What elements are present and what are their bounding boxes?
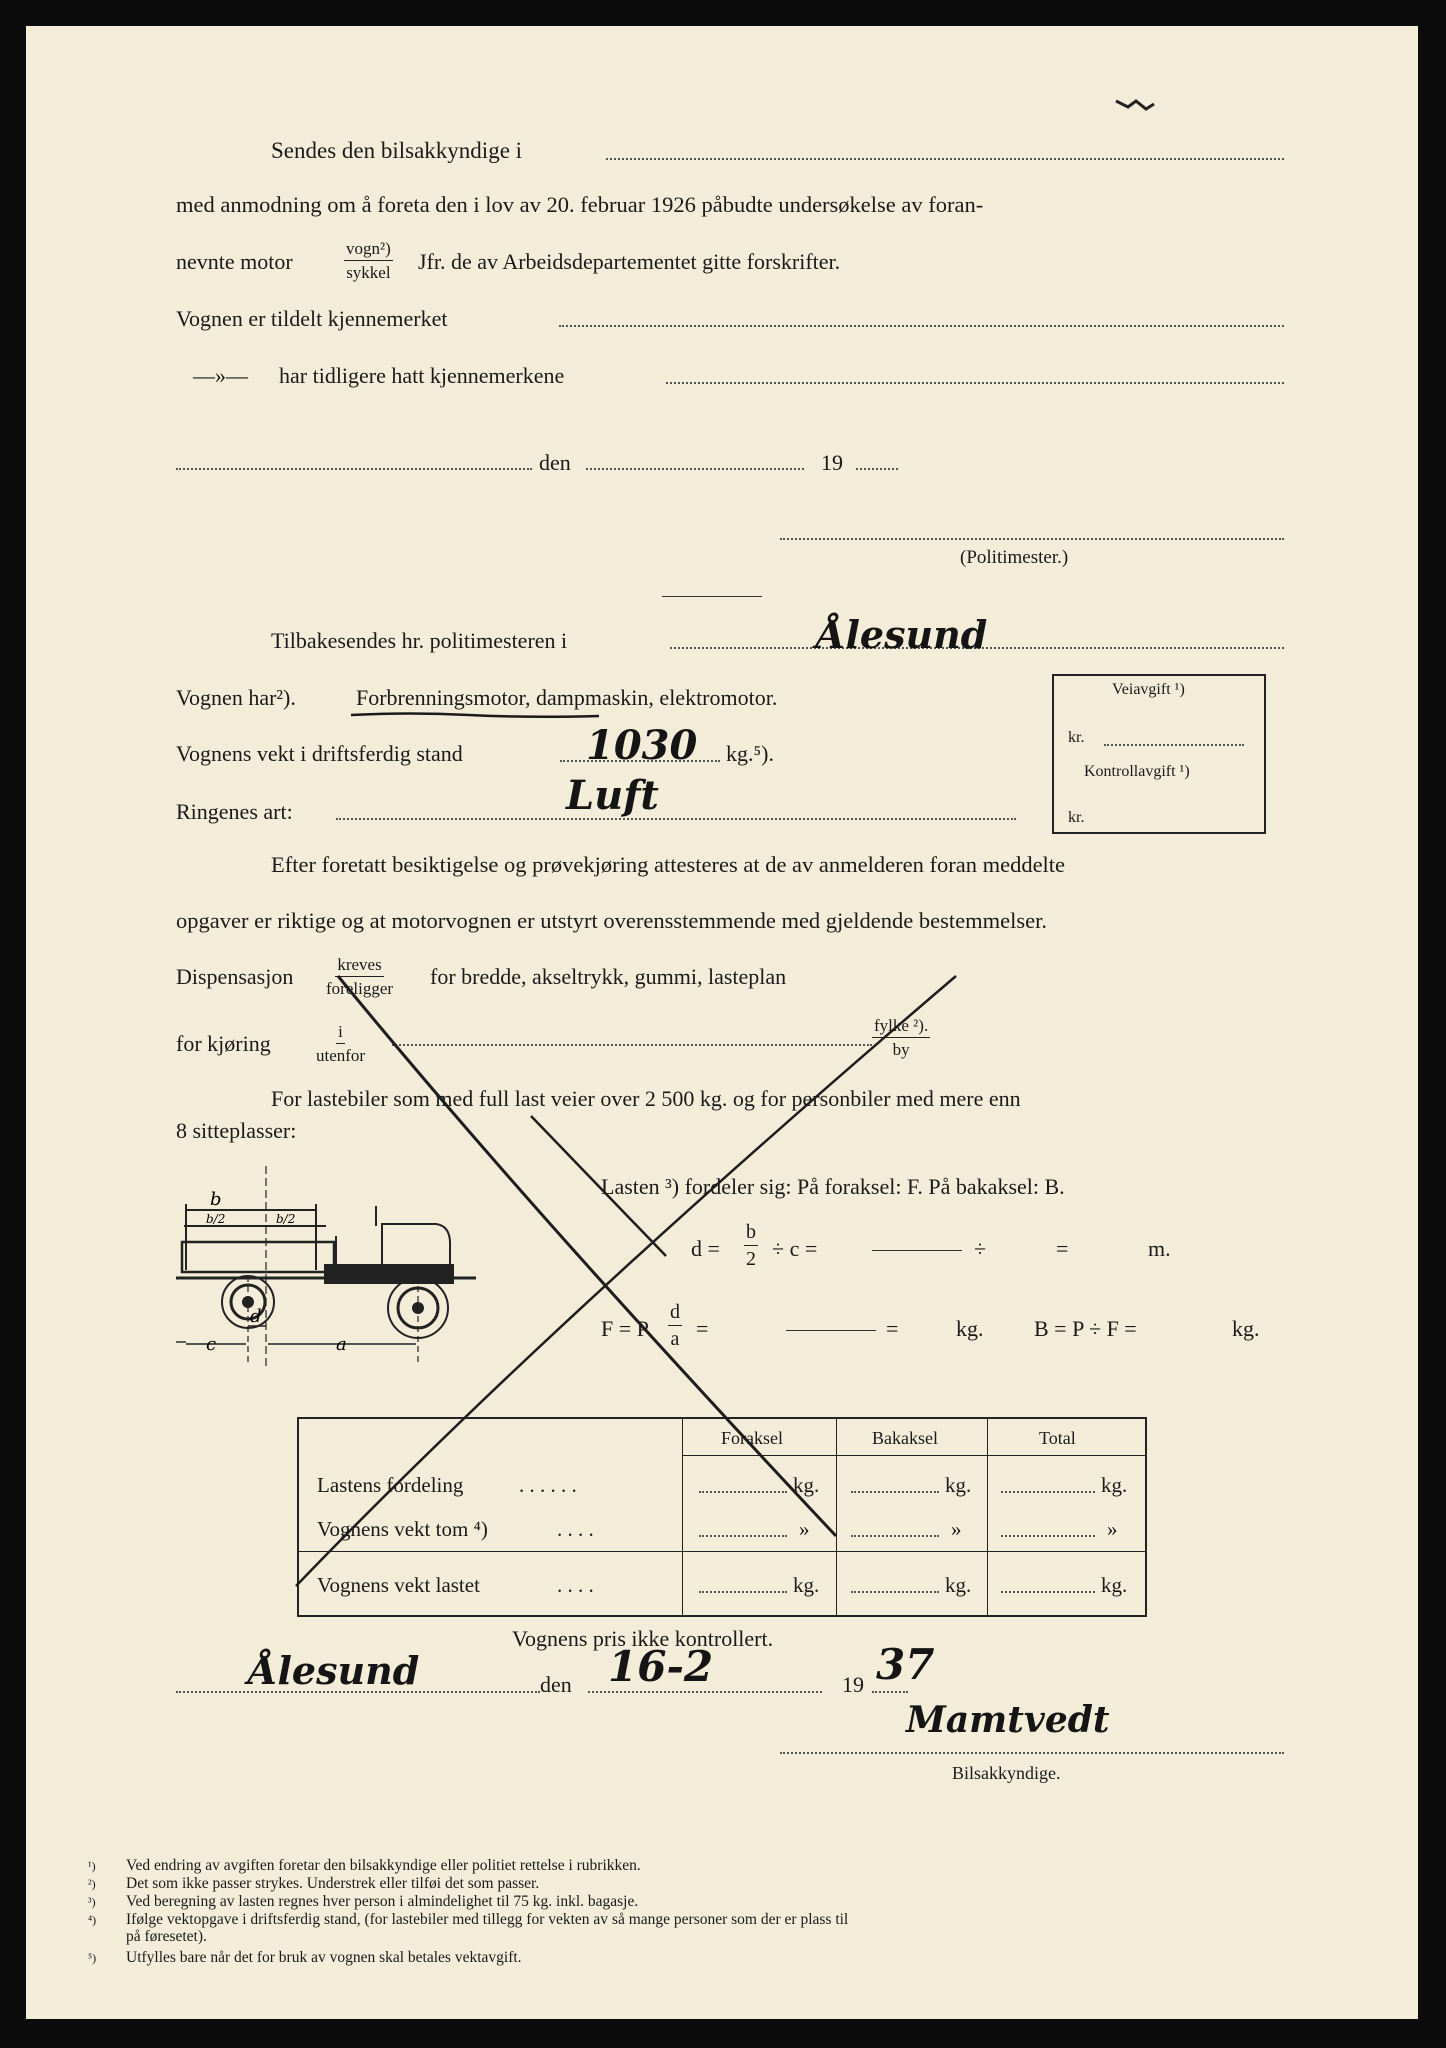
formula-a: a: [670, 1328, 680, 1350]
fee-box: [1052, 674, 1266, 834]
kontrollavgift-label: Kontrollavgift ¹): [1084, 763, 1190, 780]
row-label-lastet: Vognens vekt lastet: [317, 1573, 480, 1597]
formula-f-lhs: F = P: [601, 1316, 649, 1341]
sign-date-field[interactable]: [588, 1691, 822, 1693]
formula-b: b: [744, 1222, 758, 1246]
tildelt-text: Vognen er tildelt kjennemerket: [176, 306, 448, 331]
footnote-4: Ifølge vektopgave i driftsferdig stand, (for lastebiler med tillegg for vekten av så mange personer som der er plass til: [126, 1911, 849, 1928]
unit-tom-total: »: [1107, 1517, 1118, 1541]
ringenes-text: Ringenes art:: [176, 799, 293, 824]
unit-lastet-total: kg.: [1101, 1573, 1128, 1597]
row-dots-tom: . . . .: [557, 1517, 594, 1541]
row-label-lastens: Lastens fordeling: [317, 1473, 464, 1497]
d-over-a-fraction: [668, 1302, 682, 1349]
footnote-2: Det som ikke passer strykes. Understrek eller tilføi det som passer.: [126, 1875, 540, 1892]
handwritten-ringer: Luft: [566, 772, 659, 819]
bilsakkyndige-label: Bilsakkyndige.: [952, 1763, 1061, 1783]
foreligger-label: foreligger: [326, 979, 394, 998]
motor-underline: [349, 709, 609, 723]
formula-m: m.: [1148, 1236, 1171, 1261]
formula-2: 2: [746, 1248, 756, 1270]
year-prefix-2: 19: [842, 1672, 864, 1697]
handwritten-place-2: Ålesund: [248, 1648, 420, 1693]
formula-eq2: =: [696, 1316, 709, 1341]
tidligere-field[interactable]: [666, 382, 1284, 384]
sign-year-field[interactable]: [872, 1691, 908, 1693]
footnote-1: Ved endring av avgiften foretar den bilsakkyndige eller politiet rettelse i rubrikken.: [126, 1857, 641, 1874]
ditto-text: —»—: [193, 363, 248, 388]
formula-eq3: =: [886, 1316, 899, 1341]
cell-tom-foraksel[interactable]: [699, 1535, 787, 1537]
diagram-a-label: a: [336, 1334, 347, 1355]
row-dots-lastens: . . . . . .: [519, 1473, 577, 1497]
attest-line-1: Efter foretatt besiktigelse og prøvekjøring attesteres at de av anmelderen foran meddelte: [271, 852, 1066, 877]
sykkel-label: sykkel: [346, 263, 391, 282]
pris-text: Vognens pris ikke kontrollert.: [512, 1626, 774, 1651]
diagram-c-label: c: [206, 1334, 217, 1355]
formula-blank-1[interactable]: [872, 1250, 962, 1251]
unit-lastet-foraksel: kg.: [793, 1573, 820, 1597]
separator-line: [662, 596, 762, 597]
politimester-signature-field[interactable]: [780, 538, 1284, 540]
nevnte-text: nevnte motor: [176, 249, 293, 274]
vogn-label: vogn²): [344, 240, 393, 261]
cell-lastens-bakaksel[interactable]: [851, 1491, 939, 1493]
lastebiler-line-1: For lastebiler som med full last veier over 2 500 kg. og for personbiler med mere enn: [271, 1086, 1021, 1111]
kreves-label: kreves: [335, 956, 383, 977]
footnote-3: Ved beregning av lasten regnes hver person i almindelighet til 75 kg. inkl. bagasje.: [126, 1893, 639, 1910]
header-bakaksel: Bakaksel: [872, 1428, 938, 1448]
unit-lastens-foraksel: kg.: [793, 1473, 820, 1497]
diagram-d-label: d: [250, 1306, 262, 1327]
b-over-2-fraction: [744, 1222, 758, 1269]
footnote-num-3: ³): [88, 1895, 96, 1909]
footnote-4-cont: på føresetet).: [126, 1928, 207, 1945]
cell-lastet-bakaksel[interactable]: [851, 1591, 939, 1593]
footnote-num-2: ²): [88, 1877, 96, 1891]
formula-kg: kg.: [956, 1316, 984, 1341]
vekt-unit: kg.⁵).: [726, 741, 774, 766]
row-label-tom: Vognens vekt tom ⁴): [317, 1517, 488, 1541]
year-field-1[interactable]: [856, 468, 898, 470]
handwritten-vekt: 1030: [586, 722, 698, 769]
anmodning-text: med anmodning om å foreta den i lov av 20. februar 1926 påbudte undersøkelse av foran-: [176, 192, 984, 217]
sendes-field[interactable]: [606, 158, 1284, 160]
unit-lastet-bakaksel: kg.: [945, 1573, 972, 1597]
formula-kg2: kg.: [1232, 1316, 1260, 1341]
formula-minus: ÷: [974, 1236, 987, 1261]
dispensasjon-rest: for bredde, akseltrykk, gummi, lasteplan: [430, 964, 787, 989]
unit-lastens-bakaksel: kg.: [945, 1473, 972, 1497]
by-label: by: [892, 1040, 910, 1059]
cell-tom-bakaksel[interactable]: [851, 1535, 939, 1537]
header-foraksel: Foraksel: [721, 1428, 783, 1448]
den-label-1: den: [539, 450, 571, 475]
formula-eq: =: [1056, 1236, 1069, 1261]
date-field-1[interactable]: [586, 468, 804, 470]
kjennemerke-field[interactable]: [559, 325, 1284, 327]
kr-label-1: kr.: [1068, 729, 1085, 746]
form-page: [26, 26, 1418, 2019]
header-total: Total: [1039, 1428, 1076, 1448]
ringenes-field[interactable]: [336, 818, 1016, 820]
unit-tom-foraksel: »: [799, 1517, 810, 1541]
lasten-text: Lasten ³) fordeler sig: På foraksel: F. På bakaksel: B.: [601, 1174, 1065, 1199]
sendes-text: Sendes den bilsakkyndige i: [271, 138, 523, 163]
vekt-text: Vognens vekt i driftsferdig stand: [176, 741, 463, 766]
row-dots-lastet: . . . .: [557, 1573, 594, 1597]
i-utenfor-fraction: [316, 1023, 365, 1064]
formula-b-eq: B = P ÷ F =: [1034, 1316, 1137, 1341]
cell-lastens-total[interactable]: [1001, 1491, 1095, 1493]
formula-d: d: [668, 1302, 682, 1326]
formula-d-lhs: d =: [691, 1236, 720, 1261]
kjoring-label: for kjøring: [176, 1031, 271, 1056]
utenfor-label: utenfor: [316, 1046, 366, 1065]
handwritten-place-1: Ålesund: [816, 612, 988, 657]
year-prefix-1: 19: [821, 450, 843, 475]
cell-lastens-foraksel[interactable]: [699, 1491, 787, 1493]
handwritten-signature: Mamtvedt: [906, 1699, 1110, 1741]
unit-lastens-total: kg.: [1101, 1473, 1128, 1497]
kreves-fraction: [326, 956, 393, 997]
cell-lastet-foraksel[interactable]: [699, 1591, 787, 1593]
unit-tom-bakaksel: »: [951, 1517, 962, 1541]
i-label: i: [336, 1023, 345, 1044]
diagram-b2-label-1: b/2: [206, 1212, 226, 1226]
footnote-num-5: ⁵): [88, 1951, 97, 1965]
veiavgift-field[interactable]: [1104, 744, 1244, 746]
politimester-label: (Politimester.): [960, 547, 1069, 568]
load-table: [297, 1417, 1147, 1617]
footnote-5: Utfylles bare når det for bruk av vognen skal betales vektavgift.: [126, 1949, 522, 1966]
cell-lastet-total[interactable]: [1001, 1591, 1095, 1593]
vognen-har-text: Vognen har²).: [176, 685, 296, 710]
kr-label-2: kr.: [1068, 809, 1085, 826]
cell-tom-total[interactable]: [1001, 1535, 1095, 1537]
truck-diagram: [176, 1166, 576, 1376]
formula-blank-2[interactable]: [786, 1330, 876, 1331]
footnote-num-4: ⁴): [88, 1913, 97, 1927]
den-label-2: den: [540, 1672, 572, 1697]
bilsakkyndige-signature-field[interactable]: [780, 1752, 1284, 1754]
kjoring-field[interactable]: [392, 1044, 872, 1046]
tidligere-text: har tidligere hatt kjennemerkene: [279, 363, 565, 388]
diagram-b-label: b: [210, 1189, 222, 1210]
handwritten-date: 16-2: [608, 1642, 714, 1691]
tilbakesendes-text: Tilbakesendes hr. politimesteren i: [271, 628, 568, 653]
veiavgift-label: Veiavgift ¹): [1112, 681, 1185, 698]
jfr-text: Jfr. de av Arbeidsdepartementet gitte forskrifter.: [418, 249, 841, 274]
place-field-1[interactable]: [176, 468, 532, 470]
vogn-sykkel-fraction: [344, 240, 393, 281]
dispensasjon-label: Dispensasjon: [176, 964, 294, 989]
attest-line-2: opgaver er riktige og at motorvognen er utstyrt overensstemmende med gjeldende bestemmelser.: [176, 908, 1047, 933]
handwritten-year: 37: [876, 1640, 935, 1689]
footnote-num-1: ¹): [88, 1859, 96, 1873]
diagram-b2-label-2: b/2: [276, 1212, 296, 1226]
motor-types-text: Forbrenningsmotor, dampmaskin, elektromotor.: [356, 685, 778, 710]
lastebiler-line-2: 8 sitteplasser:: [176, 1118, 297, 1143]
fylke-by-fraction: [872, 1017, 930, 1058]
fylke-label: fylke ²).: [872, 1017, 930, 1038]
formula-minus-c: ÷ c =: [772, 1236, 818, 1261]
